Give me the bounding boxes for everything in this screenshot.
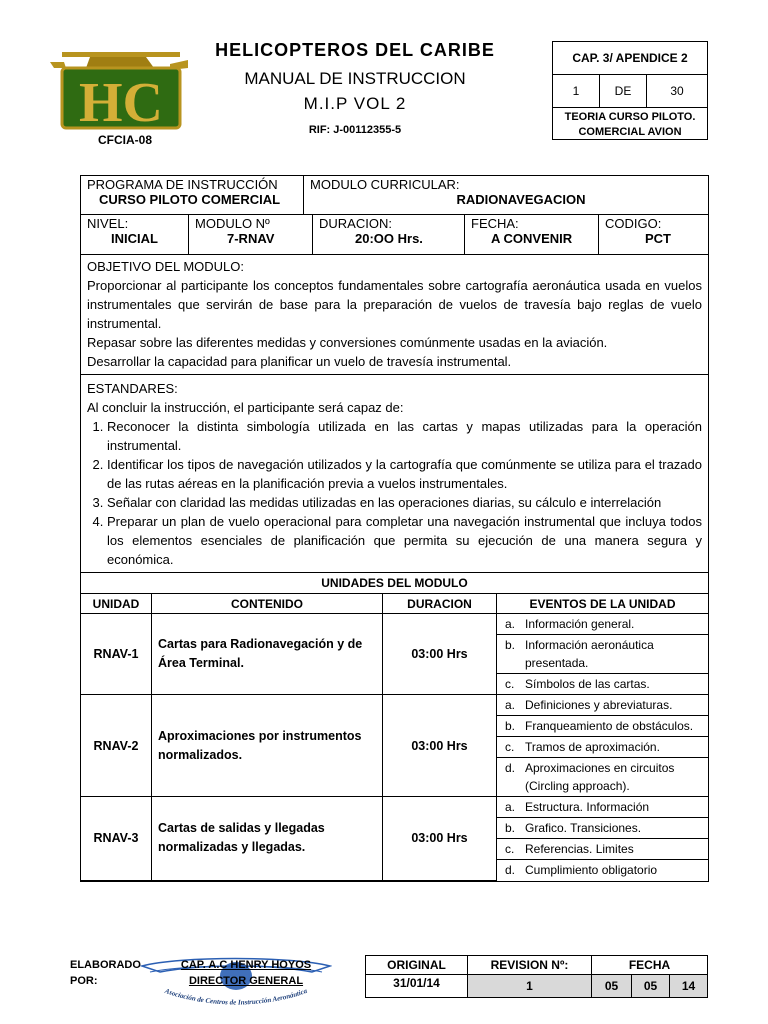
page-de: DE [600, 75, 647, 107]
details-row [81, 215, 708, 255]
detail-label: NIVEL: [87, 216, 129, 231]
detail-value: 20:OO Hrs. [355, 231, 423, 246]
unit-event: a. Definiciones y abreviaturas. [497, 695, 709, 716]
chapter-box [552, 41, 708, 140]
page-current: 1 [553, 75, 600, 107]
page-counter [553, 75, 707, 108]
unit-event: a. Estructura. Información [497, 797, 709, 818]
detail-value: A CONVENIR [491, 231, 573, 246]
detail-duracion [312, 215, 464, 254]
objetivo-paragraph: Proporcionar al participante los conceptos fundamentales sobre cartografía aeronáutica usada en vuelos instrumentales que servirán de base para la preparación de vuelos de travesía bajo reglas de vuelo instrumental. [87, 278, 702, 331]
objetivo-paragraph: Desarrollar la capacidad para planificar un vuelo de travesía instrumental. [87, 354, 512, 369]
detail-value: INICIAL [111, 231, 158, 246]
manual-title: MANUAL DE INSTRUCCION [244, 69, 466, 88]
unit-event: b. Franqueamiento de obstáculos. [497, 716, 709, 737]
por-text: POR: [70, 975, 98, 987]
unit-event: c. Símbolos de las cartas. [497, 674, 709, 695]
fecha-month: 05 [632, 975, 670, 997]
detail-label: MODULO Nº [195, 216, 270, 231]
unit-event: c. Tramos de aproximación. [497, 737, 709, 758]
revision-box [365, 955, 708, 998]
rif-number: RIF: J-00112355-5 [308, 124, 402, 136]
page-total: 30 [670, 84, 684, 98]
modulo-value: RADIONAVEGACION [456, 192, 586, 207]
detail-value: 7-RNAV [227, 231, 275, 246]
unit-code: RNAV-3 [81, 797, 152, 881]
header-contenido: CONTENIDO [152, 594, 383, 614]
unit-duration: 03:00 Hrs [383, 695, 497, 797]
elaborado-label [70, 957, 141, 989]
director-name: CAP. A.C HENRY HOYOS [180, 959, 312, 971]
detail-nivel [81, 215, 188, 254]
volume-title: M.I.P VOL 2 [303, 94, 407, 113]
chapter-label: CAP. 3/ APENDICE 2 [553, 42, 707, 75]
unit-duration: 03:00 Hrs [383, 614, 497, 695]
elaborado-text: ELABORADO [70, 959, 141, 971]
section-line-2: COMERCIAL AVION [578, 125, 682, 138]
revision-header-row [366, 956, 707, 975]
detail-label: DURACION: [319, 216, 392, 231]
company-name: HELICOPTEROS DEL CARIBE [215, 40, 495, 60]
program-table [80, 175, 709, 882]
original-label: ORIGINAL [366, 956, 468, 974]
objetivo-paragraph: Repasar sobre las diferentes medidas y conversiones comúnmente usadas en la aviación. [87, 335, 608, 350]
revision-label: REVISION Nº: [468, 956, 592, 974]
detail-modulo [188, 215, 312, 254]
director-signature [150, 957, 342, 989]
section-line-1: TEORIA CURSO PILOTO. [564, 110, 696, 123]
unit-event: b. Información aeronáutica presentada. [497, 635, 709, 674]
detail-codigo [598, 215, 708, 254]
program-label: PROGRAMA DE INSTRUCCIÓN [87, 177, 278, 192]
header-eventos: EVENTOS DE LA UNIDAD [497, 594, 709, 614]
unit-content: Aproximaciones por instrumentos normalizados. [152, 695, 383, 797]
modulo-label: MODULO CURRICULAR: [310, 177, 460, 192]
estandar-item: 4. Preparar un plan de vuelo operacional para completar una navegación instrumental que incluya todos los elementos esenciales de planificación que permita su ejecución de una manera segura y económica. [107, 512, 702, 569]
revision-value: 1 [468, 975, 592, 997]
detail-value: PCT [645, 231, 671, 246]
estandar-item: 2. Identificar los tipos de navegación utilizados y la cartografía que comúnmente se utiliza para el trazado de las rutas aéreas en la planificación previa a vuelos instrumentales. [107, 455, 702, 493]
units-table [81, 594, 708, 881]
unit-row [81, 614, 708, 635]
header-unidad: UNIDAD [81, 594, 152, 614]
section-label [553, 108, 707, 141]
original-date: 31/01/14 [366, 975, 468, 997]
estandares-intro: Al concluir la instrucción, el participante será capaz de: [87, 400, 404, 415]
unit-content: Cartas para Radionavegación y de Área Terminal. [152, 614, 383, 695]
unit-event: d. Cumplimiento obligatorio [497, 860, 709, 881]
objetivo-title: OBJETIVO DEL MODULO: [87, 259, 244, 274]
logo-text: HC [79, 72, 163, 134]
seal-text: Asociación de Centros de Instrucción Aeronáutica [163, 986, 309, 1007]
fecha-year: 14 [670, 975, 707, 997]
header-duracion: DURACION [383, 594, 497, 614]
units-title: UNIDADES DEL MODULO [81, 573, 708, 594]
detail-fecha [464, 215, 598, 254]
estandares-section [81, 375, 708, 573]
program-value: CURSO PILOTO COMERCIAL [99, 192, 281, 207]
program-row [81, 176, 708, 215]
unit-content: Cartas de salidas y llegadas normalizadas y llegadas. [152, 797, 383, 881]
estandares-title: ESTANDARES: [87, 381, 178, 396]
detail-label: CODIGO: [605, 216, 662, 231]
unit-row [81, 695, 708, 716]
detail-label: FECHA: [471, 216, 519, 231]
unit-duration: 03:00 Hrs [383, 797, 497, 881]
fecha-day: 05 [592, 975, 632, 997]
logo-caption: CFCIA-08 [98, 133, 153, 147]
unit-event: d. Aproximaciones en circuitos (Circling approach). [497, 758, 709, 797]
unit-code: RNAV-1 [81, 614, 152, 695]
estandar-item: 3. Señalar con claridad las medidas utilizadas en las operaciones diarias, su cálculo e interrelación [107, 493, 702, 512]
units-header-row [81, 594, 708, 614]
unit-event: b. Grafico. Transiciones. [497, 818, 709, 839]
modulo-cell [303, 176, 708, 214]
unit-code: RNAV-2 [81, 695, 152, 797]
revision-value-row [366, 975, 707, 997]
unit-row [81, 797, 708, 818]
objetivo-section [81, 255, 708, 375]
director-title: DIRECTOR GENERAL [188, 975, 304, 987]
unit-event: c. Referencias. Limites [497, 839, 709, 860]
estandar-item: 1. Reconocer la distinta simbología utilizada en las cartas y mapas utilizadas para la operación instrumental. [107, 417, 702, 455]
program-cell [81, 176, 303, 214]
fecha-label: FECHA [628, 958, 671, 972]
estandares-list [87, 417, 702, 569]
unit-event: a. Información general. [497, 614, 709, 635]
